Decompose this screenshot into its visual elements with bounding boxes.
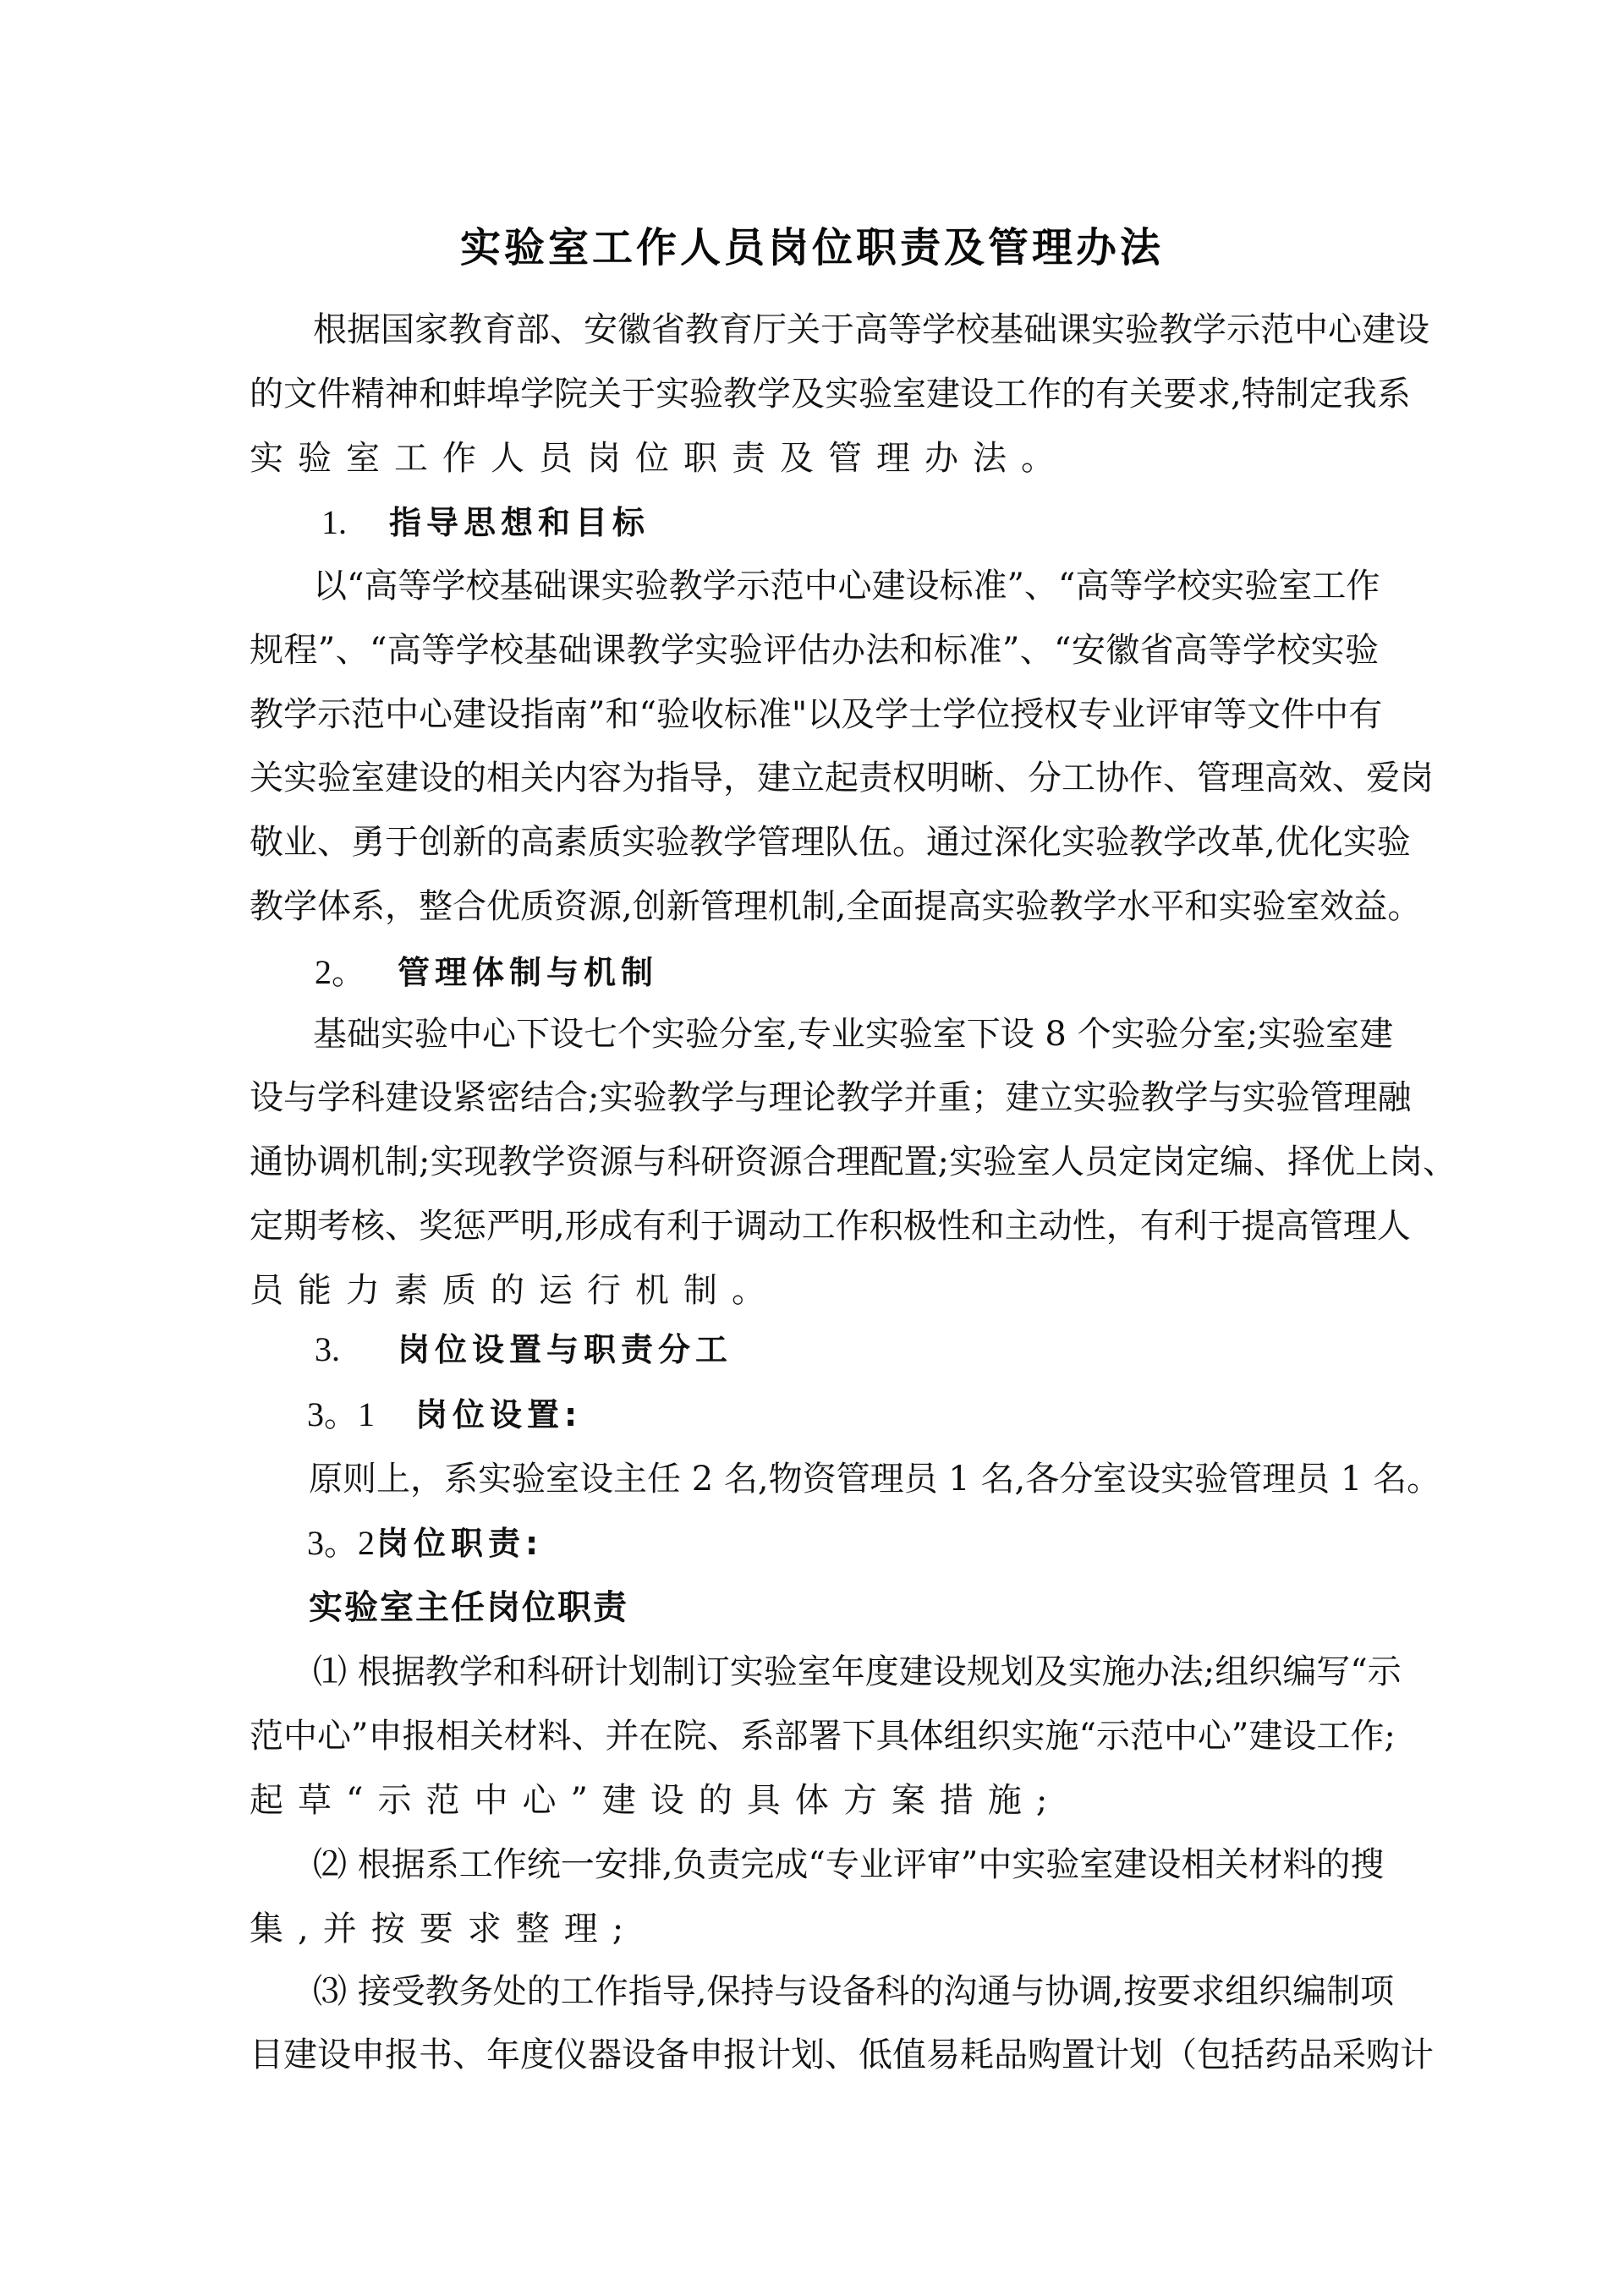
section-1-line-6: 教学体系，整合优质资源,创新管理机制,全面提高实验教学水平和实验室效益。 [250,887,1422,926]
duty-1-line-2: 范中心”申报相关材料、并在院、系部署下具体组织实施“示范中心”建设工作; [250,1717,1396,1756]
section-1-title: 指导思想和目标 [389,504,650,541]
section-3-heading [315,1326,732,1373]
section-3-title: 岗位设置与职责分工 [398,1331,733,1368]
section-3-number: 3. [315,1330,340,1368]
section-1-line-3: 教学示范中心建设指南”和“验收标准"以及学士学位授权专业评审等文件中有 [250,695,1383,734]
section-1-line-1: 以“高等学校基础课实验教学示范中心建设标准”、“高等学校实验室工作 [313,567,1380,606]
section-3-1-text: 原则上，系实验室设主任 2 名,物资管理员 1 名,各分室设实验管理员 1 名。 [309,1460,1441,1499]
intro-line-3: 实验室工作人员岗位职责及管理办法。 [250,439,1069,478]
section-1-heading [321,499,650,546]
duty-2-line-1: ⑵ 根据系工作统一安排,负责完成“专业评审”中实验室建设相关材料的搜 [313,1845,1385,1884]
section-3-1-number: 3。1 [307,1395,375,1433]
section-3-2-heading [307,1520,543,1567]
intro-line-2: 的文件精神和蚌埠学院关于实验教学及实验室建设工作的有关要求,特制定我系 [250,375,1411,414]
section-2-line-1: 基础实验中心下设七个实验分室,专业实验室下设 8 个实验分室;实验室建 [313,1015,1394,1054]
section-1-line-4: 关实验室建设的相关内容为指导，建立起责权明晰、分工协作、管理高效、爱岗 [250,759,1434,797]
section-2-line-3: 通协调机制;实现教学资源与科研资源合理配置;实验室人员定岗定编、择优上岗、 [250,1143,1457,1181]
duty-3-line-1: ⑶ 接受教务处的工作指导,保持与设备科的沟通与协调,按要求组织编制项 [313,1972,1395,2011]
role-heading-lab-director: 实验室主任岗位职责 [309,1588,628,1627]
section-3-1-heading [307,1391,582,1438]
section-2-number: 2。 [315,953,365,991]
section-1-line-5: 敬业、勇于创新的高素质实验教学管理队伍。通过深化实验教学改革,优化实验 [250,823,1411,862]
duty-1-line-1: ⑴ 根据教学和科研计划制订实验室年度建设规划及实施办法;组织编写“示 [313,1652,1402,1691]
intro-line-1: 根据国家教育部、安徽省教育厅关于高等学校基础课实验教学示范中心建设 [313,310,1429,349]
section-1-number: 1. [321,503,347,541]
section-3-1-title: 岗位设置: [415,1396,583,1433]
document-title: 实验室工作人员岗位职责及管理办法 [459,224,1164,271]
section-3-2-number: 3。2 [307,1524,375,1562]
duty-1-line-3: 起草“示范中心”建设的具体方案措施; [250,1781,1062,1820]
section-2-title: 管理体制与机制 [398,954,659,991]
section-2-line-2: 设与学科建设紧密结合;实验教学与理论教学并重；建立实验教学与实验管理融 [250,1078,1412,1117]
section-1-line-2: 规程”、“高等学校基础课教学实验评估办法和标准”、“安徽省高等学校实验 [250,631,1379,670]
duty-2-line-2: 集,并按要求整理; [250,1910,639,1948]
section-3-2-title: 岗位职责: [376,1525,544,1562]
section-2-line-4: 定期考核、奖惩严明,形成有利于调动工作积极性和主动性，有利于提高管理人 [250,1207,1411,1246]
section-2-line-5: 员能力素质的运行机制。 [250,1271,780,1310]
section-2-heading [315,949,658,996]
duty-3-line-2: 目建设申报书、年度仪器设备申报计划、低值易耗品购置计划（包括药品采购计 [250,2036,1434,2074]
